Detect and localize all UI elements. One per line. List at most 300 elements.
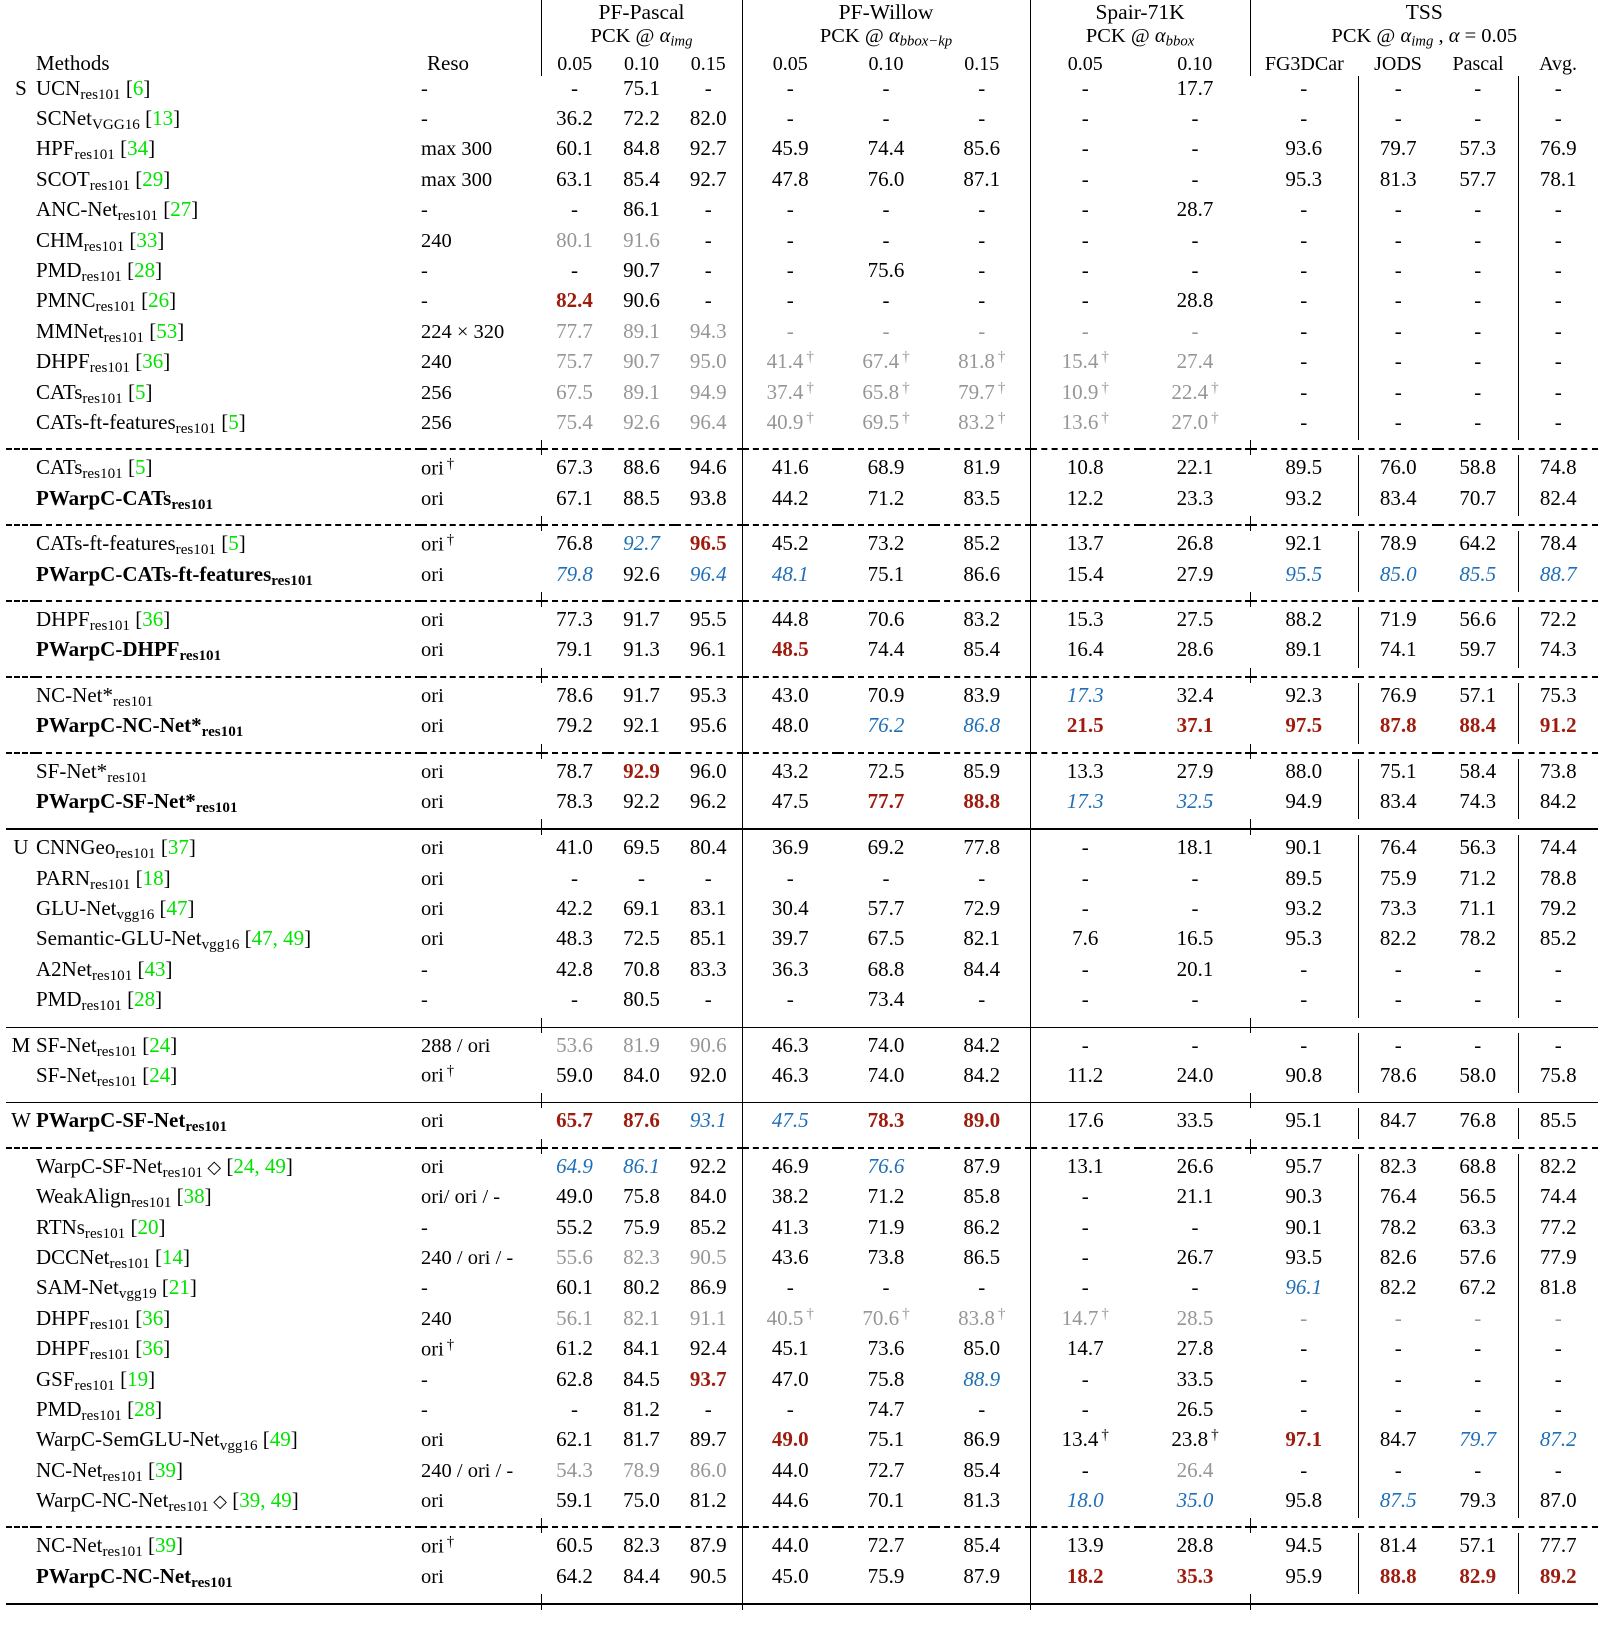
method-cell xyxy=(36,228,421,258)
section-group-label: M xyxy=(11,1032,31,1057)
value-cell xyxy=(541,349,608,379)
citation-ref[interactable]: [26] xyxy=(141,288,177,313)
citation-ref[interactable]: [36] xyxy=(135,606,171,631)
section-group-label xyxy=(6,486,36,516)
value-text: 90.7 xyxy=(623,258,660,283)
resolution-cell: - xyxy=(421,1368,428,1391)
value-text: 83.2 † xyxy=(958,409,1006,434)
header-pck-spacer-group xyxy=(6,25,36,51)
value-text: - xyxy=(704,258,712,283)
value-cell xyxy=(1358,228,1438,258)
value-cell xyxy=(1250,76,1358,106)
value-cell xyxy=(541,258,608,288)
separator-cell xyxy=(36,744,421,753)
separator-cell xyxy=(1250,1518,1358,1527)
header-pck-spacer-reso xyxy=(421,25,541,51)
value-cell xyxy=(1140,835,1250,865)
method-name: $PARN_{res101}$ xyxy=(36,865,131,893)
value-cell xyxy=(742,349,838,379)
value-cell xyxy=(934,136,1030,166)
value-cell xyxy=(1518,1564,1598,1594)
value-text: 33.5 xyxy=(1176,1366,1214,1391)
value-cell xyxy=(1438,637,1518,667)
method-name: SCNet$_{VGG16}$ xyxy=(36,106,140,133)
value-cell xyxy=(1250,1427,1358,1457)
value-cell xyxy=(742,1154,838,1184)
method-backbone: res101 xyxy=(80,86,121,103)
value-text: 78.3 xyxy=(867,1108,905,1133)
value-cell xyxy=(1250,1063,1358,1093)
value-cell xyxy=(934,106,1030,136)
value-text: 23.8 † xyxy=(1171,1427,1219,1452)
section-group-label xyxy=(6,1488,36,1518)
value-text: - xyxy=(1300,318,1308,343)
value-text: 84.2 xyxy=(1539,788,1577,813)
value-cell xyxy=(675,759,742,789)
value-text: 21.5 xyxy=(1066,713,1104,738)
value-text: 79.1 xyxy=(556,637,593,662)
value-text: 86.9 xyxy=(963,1427,1001,1452)
value-cell xyxy=(1140,380,1250,410)
spacer-cell xyxy=(1030,1604,1140,1610)
value-text: 92.2 xyxy=(689,1153,727,1178)
citation-ref[interactable]: [18] xyxy=(135,865,171,890)
value-cell xyxy=(1358,380,1438,410)
value-text: 71.9 xyxy=(867,1214,905,1239)
method-backbone: res101 xyxy=(81,1407,122,1424)
value-text: 85.8 xyxy=(963,1184,1001,1209)
value-cell xyxy=(1518,987,1598,1017)
citation-ref[interactable]: [34] xyxy=(120,136,156,161)
value-text: 90.1 xyxy=(1285,1214,1323,1239)
value-cell xyxy=(1030,1367,1140,1397)
value-cell xyxy=(1438,1245,1518,1275)
header-tick-pfpascal-010: 0.10 xyxy=(624,52,659,75)
value-text: - xyxy=(786,865,794,890)
value-text: - xyxy=(1081,1457,1089,1482)
value-text: 89.7 xyxy=(689,1427,727,1452)
value-text: - xyxy=(1394,1305,1402,1330)
value-cell xyxy=(675,607,742,637)
value-text: 76.8 xyxy=(556,531,593,556)
value-text: 59.7 xyxy=(1459,637,1497,662)
method-cell xyxy=(36,1245,421,1275)
value-cell xyxy=(1518,106,1598,136)
value-text: 95.1 xyxy=(1285,1108,1323,1133)
value-text: - xyxy=(882,106,890,131)
value-cell xyxy=(934,410,1030,440)
citation-ref[interactable]: [6] xyxy=(125,75,151,100)
resolution-cell: ori xyxy=(421,1429,444,1452)
value-cell xyxy=(675,1184,742,1214)
citation-ref[interactable]: [13] xyxy=(145,106,181,131)
value-cell xyxy=(1358,1427,1438,1457)
citation-ref[interactable]: [39] xyxy=(148,1457,184,1482)
value-text: 94.9 xyxy=(1285,788,1323,813)
value-text: 85.2 xyxy=(689,1214,727,1239)
separator-cell xyxy=(608,592,675,601)
value-text: 89.1 xyxy=(623,379,660,404)
header-spacer-group xyxy=(6,0,36,25)
section-group-label xyxy=(6,1275,36,1305)
citation-ref[interactable]: [21] xyxy=(161,1275,197,1300)
separator-cell xyxy=(1250,440,1358,449)
separator-cell xyxy=(1140,440,1250,449)
citation-ref[interactable]: [43] xyxy=(137,956,173,981)
value-text: 95.9 xyxy=(1285,1563,1323,1588)
citation-ref[interactable]: [36] xyxy=(135,349,171,374)
method-cell xyxy=(36,197,421,227)
value-cell xyxy=(742,1306,838,1336)
citation-ref[interactable]: [53] xyxy=(149,318,185,343)
value-cell xyxy=(541,1108,608,1138)
citation-ref[interactable]: [47] xyxy=(159,896,195,921)
value-text: 93.7 xyxy=(689,1366,727,1391)
value-text: 81.9 xyxy=(963,455,1001,480)
value-text: - xyxy=(571,197,578,222)
value-text: 84.0 xyxy=(623,1063,660,1088)
citation-ref[interactable]: [28] xyxy=(127,987,163,1012)
value-cell xyxy=(1438,486,1518,516)
value-text: - xyxy=(704,987,712,1012)
value-cell xyxy=(742,197,838,227)
value-cell xyxy=(838,1108,934,1138)
citation-ref[interactable]: [24] xyxy=(142,1063,178,1088)
separator-cell xyxy=(1030,1093,1140,1103)
spacer-cell xyxy=(934,1604,1030,1610)
method-name: Semantic-GLU-Net$_{vgg16}$ xyxy=(36,926,240,954)
value-cell xyxy=(1140,410,1250,440)
resolution-cell: ori † xyxy=(421,1336,455,1361)
value-text: - xyxy=(1300,106,1308,131)
table-row xyxy=(6,531,1598,561)
value-text: 88.6 xyxy=(623,455,660,480)
citation-ref[interactable]: [20] xyxy=(130,1214,166,1239)
value-cell xyxy=(608,789,675,819)
table-row xyxy=(6,987,1598,1017)
citation-ref[interactable]: [36] xyxy=(135,1305,171,1330)
value-cell xyxy=(675,683,742,713)
value-cell xyxy=(838,486,934,516)
spacer-cell xyxy=(608,1604,675,1610)
value-text: 87.0 xyxy=(1539,1488,1577,1513)
separator-cell xyxy=(608,440,675,449)
value-cell xyxy=(1250,1336,1358,1366)
value-cell xyxy=(1518,1154,1598,1184)
method-backbone: res101 xyxy=(96,1073,137,1090)
value-cell xyxy=(742,759,838,789)
value-text: - xyxy=(1081,197,1089,222)
citation-ref[interactable]: [5] xyxy=(127,455,153,480)
value-cell xyxy=(742,410,838,440)
value-cell xyxy=(1030,759,1140,789)
value-cell xyxy=(541,987,608,1017)
table-row xyxy=(6,607,1598,637)
value-text: - xyxy=(1474,349,1482,374)
value-cell xyxy=(934,76,1030,106)
value-cell xyxy=(934,1154,1030,1184)
value-cell xyxy=(1518,136,1598,166)
value-text: 62.8 xyxy=(556,1366,593,1391)
citation-ref[interactable]: [24, 49] xyxy=(226,1153,293,1178)
citation-ref[interactable]: [19] xyxy=(120,1366,156,1391)
value-cell xyxy=(1030,607,1140,637)
value-cell xyxy=(1438,167,1518,197)
value-text: 38.2 xyxy=(771,1184,809,1209)
table-row xyxy=(6,1427,1598,1457)
value-cell xyxy=(608,713,675,743)
spacer-cell xyxy=(1438,1604,1518,1610)
citation-ref[interactable]: [27] xyxy=(163,197,199,222)
value-cell xyxy=(1438,349,1518,379)
citation-ref[interactable]: [5] xyxy=(221,409,246,434)
value-text: 90.6 xyxy=(689,1032,727,1057)
citation-ref[interactable]: [39, 49] xyxy=(232,1488,299,1513)
value-text: 88.4 xyxy=(1459,713,1497,738)
separator-cell xyxy=(934,516,1030,525)
value-text: 93.5 xyxy=(1285,1244,1323,1269)
value-text: 92.4 xyxy=(689,1336,727,1361)
value-text: 17.3 xyxy=(1066,788,1104,813)
separator-cell xyxy=(838,1518,934,1527)
value-text: - xyxy=(1474,197,1482,222)
value-cell xyxy=(1030,987,1140,1017)
value-cell xyxy=(675,319,742,349)
citation-ref[interactable]: [49] xyxy=(262,1427,298,1452)
separator-cell xyxy=(541,819,608,829)
separator-cell xyxy=(934,1594,1030,1604)
separator-cell xyxy=(6,744,36,753)
citation-ref[interactable]: [37] xyxy=(160,835,196,860)
value-text: 78.7 xyxy=(556,758,593,783)
value-cell xyxy=(838,562,934,592)
resolution-cell: ori † xyxy=(421,455,455,480)
value-cell xyxy=(675,197,742,227)
value-cell xyxy=(675,713,742,743)
value-cell xyxy=(1438,1275,1518,1305)
method-cell xyxy=(36,1184,421,1214)
value-text: 88.7 xyxy=(1539,561,1577,586)
citation-ref[interactable]: [14] xyxy=(155,1244,191,1269)
value-cell xyxy=(541,1063,608,1093)
citation-ref[interactable]: [24] xyxy=(142,1032,178,1057)
value-cell xyxy=(675,1063,742,1093)
value-cell xyxy=(742,1184,838,1214)
value-text: 94.9 xyxy=(689,379,727,404)
separator-cell xyxy=(742,1139,838,1148)
separator-cell xyxy=(36,1518,421,1527)
value-cell xyxy=(1358,926,1438,956)
citation-ref[interactable]: [28] xyxy=(127,258,163,283)
value-cell xyxy=(838,1245,934,1275)
value-text: 40.5 † xyxy=(766,1305,814,1330)
value-text: - xyxy=(704,288,712,313)
value-text: 67.2 xyxy=(1459,1275,1497,1300)
value-cell xyxy=(1438,455,1518,485)
value-cell xyxy=(675,1154,742,1184)
value-cell xyxy=(838,637,934,667)
separator-cell xyxy=(1438,1093,1518,1103)
separator-cell xyxy=(608,1093,675,1103)
citation-ref[interactable]: [33] xyxy=(129,227,165,252)
block-separator xyxy=(6,440,1598,449)
separator-cell xyxy=(1030,1139,1140,1148)
separator-cell xyxy=(1358,592,1438,601)
value-text: - xyxy=(1394,1366,1402,1391)
value-cell xyxy=(742,835,838,865)
separator-cell xyxy=(608,1594,675,1604)
value-cell xyxy=(1140,866,1250,896)
separator-cell xyxy=(1358,1518,1438,1527)
value-text: 82.2 xyxy=(1379,926,1417,951)
citation-ref[interactable]: [29] xyxy=(135,166,171,191)
value-text: - xyxy=(786,1396,794,1421)
value-cell xyxy=(541,1154,608,1184)
value-cell xyxy=(541,1533,608,1563)
value-cell xyxy=(742,136,838,166)
value-text: 84.7 xyxy=(1379,1108,1417,1133)
method-backbone: res101 xyxy=(175,541,216,558)
value-text: 78.2 xyxy=(1379,1214,1417,1239)
value-text: 83.5 xyxy=(963,485,1001,510)
value-cell xyxy=(838,319,934,349)
value-text: 47.8 xyxy=(771,166,809,191)
method-cell xyxy=(36,835,421,865)
value-text: 93.6 xyxy=(1285,136,1323,161)
value-text: - xyxy=(704,75,712,100)
value-text: 77.9 xyxy=(1539,1244,1577,1269)
value-text: 58.0 xyxy=(1459,1063,1497,1088)
value-text: 36.9 xyxy=(771,835,809,860)
resolution-cell: ori xyxy=(421,715,444,738)
value-text: - xyxy=(1554,1396,1562,1421)
section-group-label xyxy=(6,1063,36,1093)
section-group-label xyxy=(6,349,36,379)
value-cell xyxy=(1250,1564,1358,1594)
value-text: 85.5 xyxy=(1459,561,1497,586)
value-cell xyxy=(838,288,934,318)
separator-cell xyxy=(742,819,838,829)
separator-cell xyxy=(838,1139,934,1148)
value-text: - xyxy=(1081,136,1089,161)
method-backbone: res101 xyxy=(109,1255,150,1272)
value-text: - xyxy=(786,197,794,222)
method-name: $PMD_{res101}$ xyxy=(36,258,122,285)
header-spacer-reso xyxy=(421,0,541,25)
value-cell xyxy=(838,835,934,865)
method-backbone: vgg19 xyxy=(118,1286,157,1303)
value-text: - xyxy=(1474,956,1482,981)
value-text: 95.5 xyxy=(689,606,727,631)
method-name: PWarpC-NC-Net$_{res101}$ xyxy=(36,1563,233,1591)
value-text: - xyxy=(978,1396,986,1421)
separator-cell xyxy=(6,1594,36,1604)
value-cell xyxy=(1250,1184,1358,1214)
value-cell xyxy=(1438,136,1518,166)
value-text: 74.1 xyxy=(1379,637,1417,662)
value-text: - xyxy=(1554,318,1562,343)
header-tick-spacer-group xyxy=(6,51,36,76)
value-text: 73.3 xyxy=(1379,896,1417,921)
value-cell xyxy=(541,1564,608,1594)
citation-ref[interactable]: [39] xyxy=(148,1533,184,1558)
value-text: 89.5 xyxy=(1285,865,1323,890)
header-tick-spair-010: 0.10 xyxy=(1177,52,1213,75)
separator-cell xyxy=(1358,516,1438,525)
value-cell xyxy=(1030,1215,1140,1245)
citation-ref[interactable]: [36] xyxy=(135,1336,171,1361)
value-text: 91.7 xyxy=(623,682,660,707)
resolution-cell: ori † xyxy=(421,1533,455,1558)
value-text: - xyxy=(704,197,712,222)
value-text: 76.0 xyxy=(867,166,905,191)
value-cell xyxy=(1358,957,1438,987)
method-backbone: res101 xyxy=(82,390,123,407)
citation-ref[interactable]: [47, 49] xyxy=(244,926,312,951)
citation-ref[interactable]: [5] xyxy=(127,379,153,404)
header-pck-definitions xyxy=(6,25,1598,51)
value-cell xyxy=(838,1033,934,1063)
value-text: 77.8 xyxy=(963,835,1001,860)
value-cell xyxy=(1140,987,1250,1017)
value-cell xyxy=(541,759,608,789)
value-cell xyxy=(1358,1488,1438,1518)
value-cell xyxy=(541,1488,608,1518)
value-cell xyxy=(838,1336,934,1366)
separator-cell xyxy=(1140,819,1250,829)
value-cell xyxy=(838,167,934,197)
value-text: 87.1 xyxy=(963,166,1001,191)
value-text: 24.0 xyxy=(1176,1063,1214,1088)
value-text: 44.2 xyxy=(771,485,809,510)
value-text: 92.7 xyxy=(689,136,727,161)
section-group-label xyxy=(6,1154,36,1184)
method-name: PWarpC-SF-Net$_{res101}$ xyxy=(36,1108,227,1136)
value-cell xyxy=(1518,562,1598,592)
method-backbone: VGG16 xyxy=(92,116,140,133)
value-text: 65.8 † xyxy=(862,379,910,404)
value-text: 85.2 xyxy=(963,531,1001,556)
table-row xyxy=(6,486,1598,516)
value-cell xyxy=(608,1367,675,1397)
separator-cell xyxy=(934,1018,1030,1028)
value-cell xyxy=(1140,759,1250,789)
value-cell xyxy=(541,789,608,819)
method-name: WarpC-SemGLU-Net$_{vgg16}$ xyxy=(36,1427,258,1455)
citation-ref[interactable]: [38] xyxy=(176,1184,212,1209)
value-text: 96.0 xyxy=(689,758,727,783)
separator-cell xyxy=(1030,1018,1140,1028)
resolution-cell: max 300 xyxy=(421,168,493,191)
citation-ref[interactable]: [5] xyxy=(221,531,246,556)
method-name: $DHPF_{res101}$ xyxy=(36,1305,130,1333)
value-cell xyxy=(1140,228,1250,258)
value-text: 75.9 xyxy=(867,1563,905,1588)
value-cell xyxy=(1140,455,1250,485)
value-text: 88.0 xyxy=(1285,758,1323,783)
section-separator xyxy=(6,1093,1598,1103)
value-text: 64.2 xyxy=(556,1563,593,1588)
value-text: 82.4 xyxy=(556,288,593,313)
citation-ref[interactable]: [28] xyxy=(127,1396,163,1421)
value-cell xyxy=(1438,987,1518,1017)
section-group-label xyxy=(6,531,36,561)
section-group-label xyxy=(6,258,36,288)
value-text: 10.8 xyxy=(1066,455,1104,480)
value-cell xyxy=(1438,562,1518,592)
value-text: 77.7 xyxy=(1539,1533,1577,1558)
table-row xyxy=(6,1367,1598,1397)
